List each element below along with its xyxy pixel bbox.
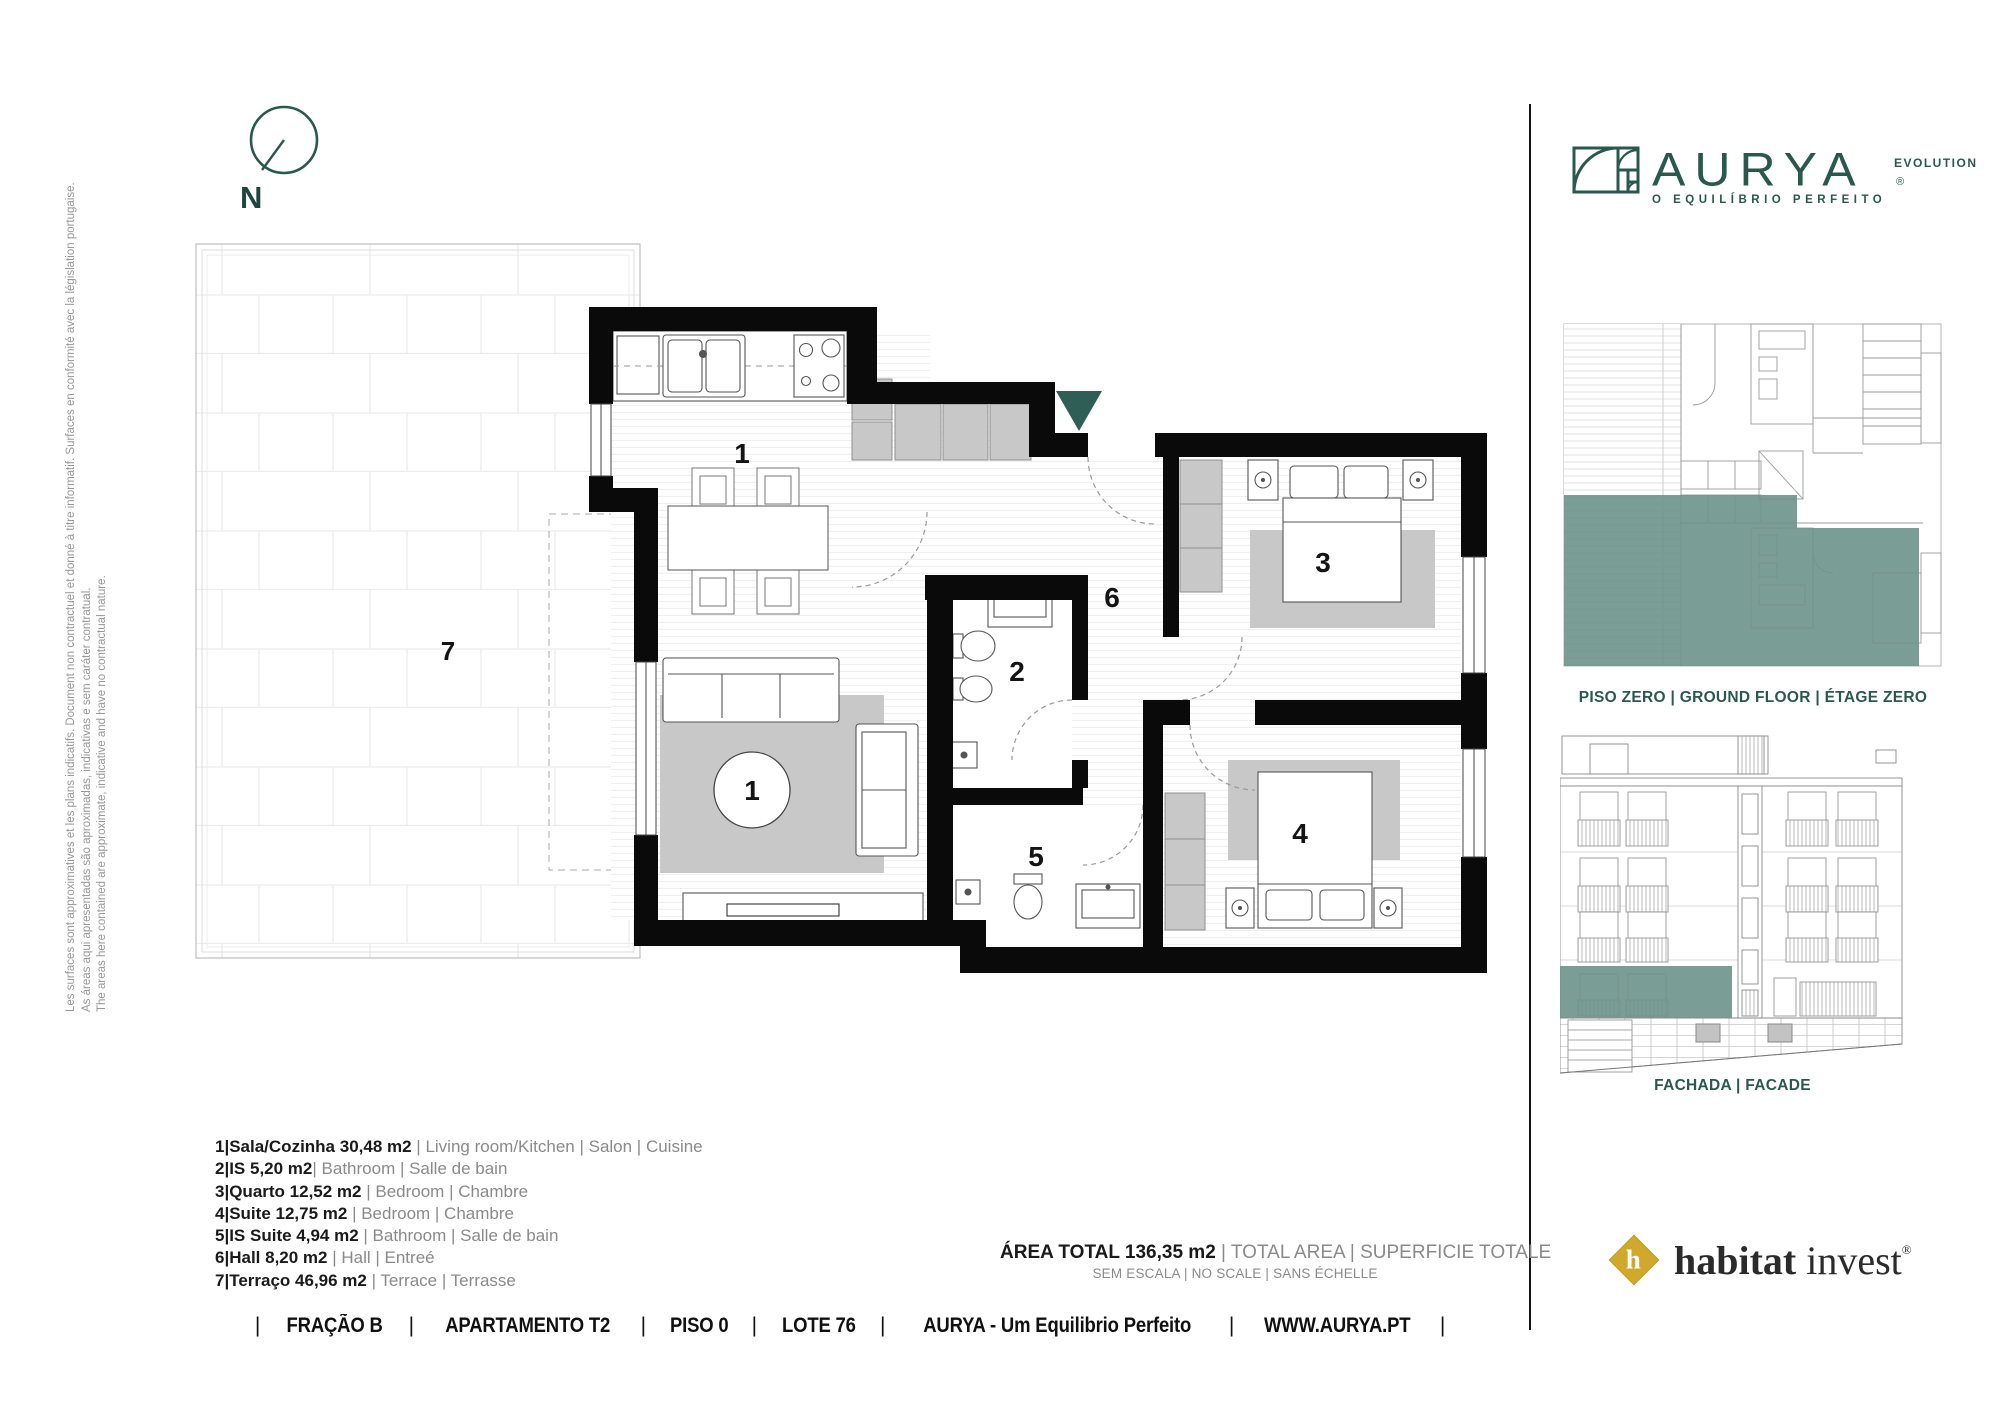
area-total-value: ÁREA TOTAL 136,35 m2 <box>1000 1242 1216 1263</box>
footer-website-link[interactable]: WWW.AURYA.PT <box>1263 1314 1411 1337</box>
north-compass-icon <box>218 96 328 216</box>
footer-lot: LOTE 76 <box>781 1314 856 1337</box>
legend-translations: | Hall | Entreé <box>327 1248 435 1268</box>
legend-bold: 2|IS 5,20 m2 <box>215 1159 313 1179</box>
vertical-divider <box>1529 104 1531 1330</box>
footer-separator: | <box>1439 1314 1446 1337</box>
toilet-tank <box>1014 874 1042 884</box>
habitat-name-regular: invest <box>1806 1237 1902 1283</box>
key-plan-thumbnail <box>1563 323 1943 668</box>
entrance-arrow-icon <box>1056 391 1102 431</box>
legend-translations: | Bedroom | Chambre <box>361 1181 529 1201</box>
room-label-terrace: 7 <box>440 636 456 666</box>
footer-floor: PISO 0 <box>669 1314 729 1337</box>
footer-separator: | <box>640 1314 646 1337</box>
footer-separator: | <box>1228 1314 1235 1337</box>
sofa <box>663 658 839 722</box>
room-legend <box>215 1136 703 1292</box>
floor-plan-drawing <box>185 240 1505 985</box>
disclaimer-line-en: The areas here contained are approximate, indicative and have no contractual nature. <box>96 575 108 1012</box>
legend-row <box>215 1203 703 1225</box>
terrace-area <box>196 244 656 958</box>
suite4-wardrobe <box>1165 793 1205 930</box>
footer-project-name: AURYA - Um Equilibrio Perfeito <box>923 1314 1192 1337</box>
area-total-translations: | TOTAL AREA | SUPERFICIE TOTALE <box>1221 1242 1552 1263</box>
compass-north-label: N <box>240 180 263 215</box>
brand-registered-mark: ® <box>1896 176 1905 188</box>
floor-level-label: PISO ZERO | GROUND FLOOR | ÉTAGE ZERO <box>1578 689 1928 706</box>
dining-table <box>668 506 828 570</box>
habitat-monogram: h <box>1626 1244 1642 1275</box>
room-label-living: 1 <box>744 775 760 806</box>
legend-bold: 6|Hall 8,20 m2 <box>215 1248 328 1268</box>
brand-tagline: O EQUILÍBRIO PERFEITO <box>1652 194 1887 206</box>
room-label-bathroom: 2 <box>1009 656 1025 687</box>
legend-translations: | Bathroom | Salle de bain <box>358 1226 559 1246</box>
room-label-bedroom: 3 <box>1315 547 1331 578</box>
brand-wordmark: AURYA <box>1652 142 1865 197</box>
legend-bold: 7|Terraço 46,96 m2 <box>215 1270 367 1290</box>
disclaimer-line-pt: As áreas aqui apresentadas são aproximadas, indicativas e sem caráter contratual. <box>80 587 93 1012</box>
legend-translations: | Living room/Kitchen | Salon | Cuisine <box>411 1137 703 1156</box>
kitchen-counter <box>613 331 847 401</box>
legend-bold: 3|Quarto 12,52 m2 <box>215 1181 362 1201</box>
aurya-logo <box>1568 142 1988 222</box>
legend-row <box>215 1181 703 1203</box>
habitat-invest-name <box>1674 1237 1912 1284</box>
legend-translations: | Terrace | Terrasse <box>366 1270 516 1290</box>
highlighted-unit-facade-overlay <box>1560 966 1732 1018</box>
area-total-block <box>1000 1242 1552 1281</box>
legend-bold: 5|IS Suite 4,94 m2 <box>215 1226 359 1246</box>
habitat-name-bold: habitat <box>1674 1237 1797 1283</box>
room-label-kitchen: 1 <box>734 438 750 469</box>
legend-translations: | Bathroom | Salle de bain <box>312 1159 508 1179</box>
footer-separator: | <box>254 1314 261 1337</box>
legend-row <box>215 1158 703 1180</box>
legend-translations: | Bedroom | Chambre <box>347 1203 514 1223</box>
footer-separator: | <box>751 1314 757 1337</box>
bedroom3-wardrobe <box>1180 460 1222 592</box>
footer-separator: | <box>879 1314 886 1337</box>
footer-apartment-type: APARTAMENTO T2 <box>444 1314 610 1337</box>
armchair <box>856 724 918 856</box>
legend-row <box>215 1225 703 1247</box>
legend-row <box>215 1136 703 1158</box>
brand-evolution: EVOLUTION <box>1894 156 1978 170</box>
legal-disclaimer <box>64 152 111 1012</box>
room-label-hall: 6 <box>1104 582 1120 613</box>
aurya-spiral-icon <box>1572 146 1642 196</box>
habitat-invest-logo <box>1610 1230 1912 1290</box>
footer-separator: | <box>408 1314 414 1337</box>
footer-bar <box>150 1314 1550 1338</box>
legend-row <box>215 1247 703 1269</box>
legend-bold: 1|Sala/Cozinha 30,48 m2 <box>215 1137 412 1156</box>
room-label-suite-bathroom: 5 <box>1028 841 1044 872</box>
no-scale-note: SEM ESCALA | NO SCALE | SANS ÉCHELLE <box>1092 1266 1378 1281</box>
legend-bold: 4|Suite 12,75 m2 <box>215 1203 348 1223</box>
facade-elevation <box>1560 728 1905 1076</box>
room-label-suite: 4 <box>1292 818 1308 849</box>
facade-label: FACHADA | FACADE <box>1654 1077 1811 1094</box>
habitat-diamond-icon <box>1609 1235 1660 1286</box>
habitat-registered-mark: ® <box>1901 1241 1912 1257</box>
disclaimer-line-fr: Les surfaces sont approximatives et les plans indicatifs. Document non contractuel et donné à titre informatif. Surfaces en conformité avec la législation portugaise. <box>65 182 77 1012</box>
footer-fraction: FRAÇÃO B <box>286 1314 383 1337</box>
legend-row <box>215 1270 703 1292</box>
bedroom3-bed <box>1283 498 1401 602</box>
